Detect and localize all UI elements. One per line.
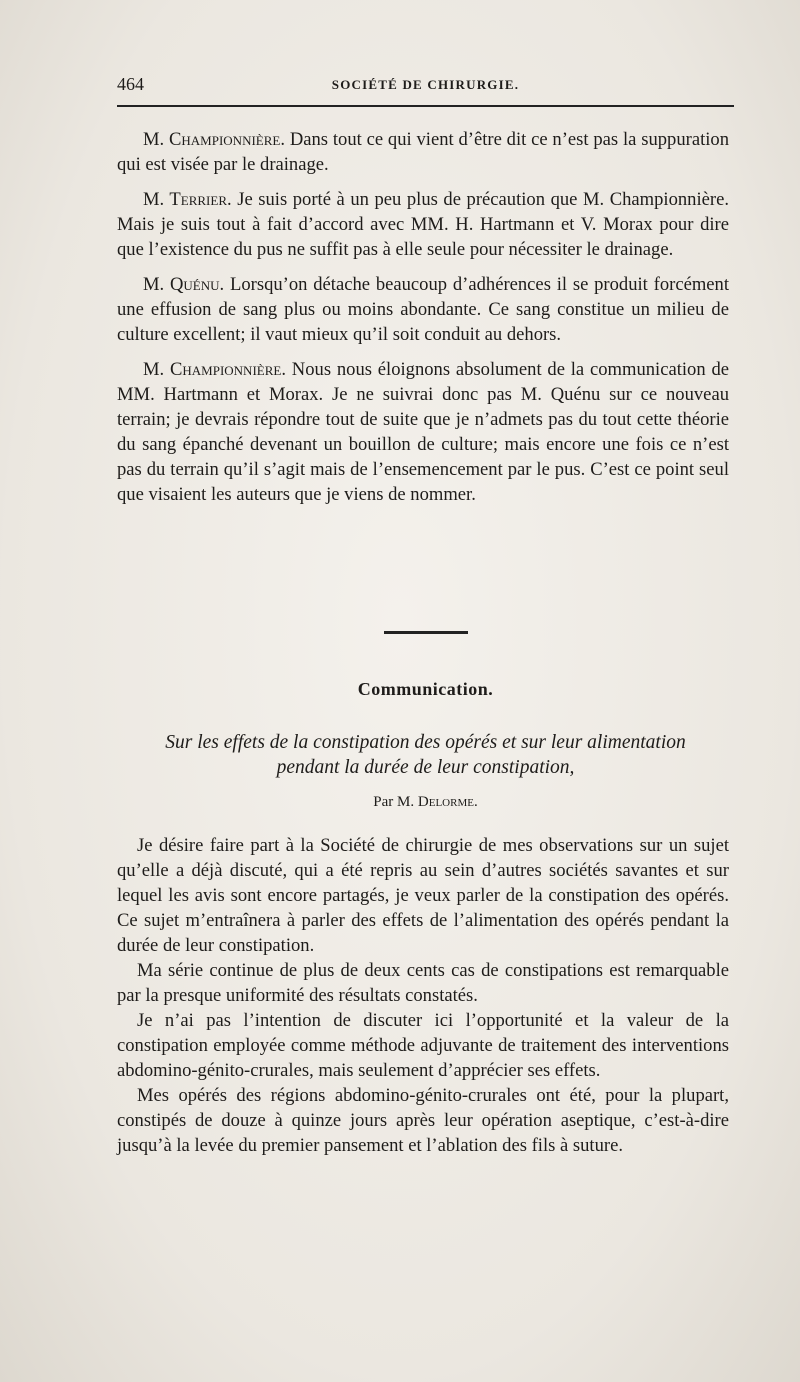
remark-championniere-2 xyxy=(117,357,729,507)
speaker-name: M. Quénu. xyxy=(143,274,225,295)
article-paragraph: Ma série continue de plus de deux cents cas de constipations est remarquable par la presque uniformité des résultats constatés. xyxy=(117,960,729,1006)
remark-quenu xyxy=(117,272,729,347)
article-paragraph: Je n’ai pas l’intention de discuter ici l’opportunité et la valeur de la constipation employée comme méthode adjuvante de traitement des interventions abdomino-génito-crurales, mais seulement d’apprécier ses effets. xyxy=(117,1010,729,1081)
section-divider xyxy=(384,631,468,634)
speaker-name: M. Terrier. xyxy=(143,189,232,210)
running-title: SOCIÉTÉ DE CHIRURGIE. xyxy=(331,77,520,92)
byline-author: Delorme. xyxy=(417,794,478,810)
article-paragraph: Mes opérés des régions abdomino-génito-crurales ont été, pour la plupart, constipés de douze à quinze jours après leur opération aseptique, c’est-à-dire jusqu’à la levée du premier pansement et l’ablation des fils à suture. xyxy=(117,1085,729,1156)
remark-text: Nous nous éloignons absolument de la communication de MM. Hartmann et Morax. Je ne suivrai donc pas M. Quénu sur ce nouveau terrain; je devrais répondre tout de suite que je n’admets pas du tout cette théorie du sang épanché devenant un bouillon de culture; mais encore une fois ce n’est pas du terrain qu’il s’agit mais de l’ensemencement par le pus. C’est ce point seul que visaient les auteurs que je viens de nommer. xyxy=(117,359,730,505)
speaker-name: M. Championnière. xyxy=(143,359,286,380)
article-title-line-1: Sur les effets de la constipation des opérés et sur leur alimentation xyxy=(165,732,686,753)
remark-championniere-1 xyxy=(117,127,729,177)
article-body xyxy=(117,833,729,1158)
article-title-line-2: pendant la durée de leur constipation, xyxy=(276,757,575,778)
byline-prefix: Par M. xyxy=(373,794,415,810)
page-header xyxy=(117,74,734,100)
speaker-name: M. Championnière. xyxy=(143,129,285,150)
article-byline xyxy=(117,794,734,811)
header-rule xyxy=(117,105,734,107)
article-paragraph: Je désire faire part à la Société de chirurgie de mes observations sur un sujet qu’elle a déjà discuté, qui a été repris au sein d’autres sociétés savantes et sur lequel les avis sont encore partagés, je veux parler de la constipation des opérés. Ce sujet m’entraînera à parler des effets de l’alimentation des opérés pendant la durée de leur constipation. xyxy=(117,835,729,956)
section-heading: Communication. xyxy=(357,679,494,699)
discussion-section xyxy=(117,127,729,517)
remark-text: Je suis porté à un peu plus de précaution que M. Championnière. Mais je suis tout à fait d’accord avec MM. H. Hartmann et V. Morax pour dire que l’existence du pus ne suffit pas à elle seule pour nécessiter le drainage. xyxy=(117,189,729,260)
article-title xyxy=(117,730,734,780)
remark-text: Lorsqu’on détache beaucoup d’adhérences il se produit forcément une effusion de sang plus ou moins abondante. Ce sang constitue un milieu de culture excellent; il vaut mieux qu’il soit conduit au dehors. xyxy=(117,274,730,345)
remark-terrier xyxy=(117,187,729,262)
remark-text: Dans tout ce qui vient d’être dit ce n’est pas la suppuration qui est visée par le drainage. xyxy=(117,129,730,175)
page-number: 464 xyxy=(117,74,144,94)
